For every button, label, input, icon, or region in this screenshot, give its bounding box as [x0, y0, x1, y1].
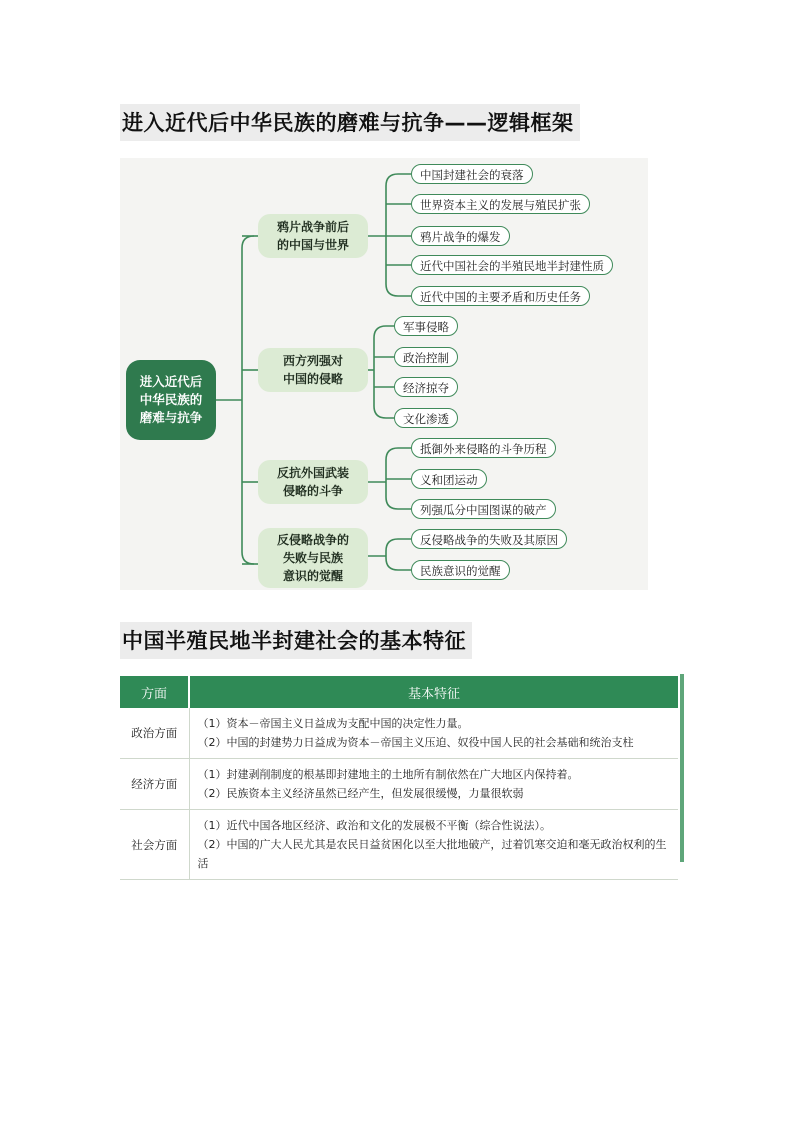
leaf-partition-failure: 列强瓜分中国图谋的破产	[411, 499, 556, 519]
header-features: 基本特征	[189, 676, 678, 708]
leaf-semi-colonial-nature: 近代中国社会的半殖民地半封建性质	[411, 255, 613, 275]
leaf-boxer-movement: 义和团运动	[411, 469, 487, 489]
leaf-feudal-decline: 中国封建社会的衰落	[411, 164, 533, 184]
mind-map	[120, 158, 648, 590]
leaf-national-awakening: 民族意识的觉醒	[411, 560, 510, 580]
leaf-war-failure-reasons: 反侵略战争的失败及其原因	[411, 529, 567, 549]
connector-trunk	[242, 236, 254, 564]
cell-features	[189, 708, 678, 759]
characteristics-table	[120, 676, 678, 880]
leaf-military: 军事侵略	[394, 316, 458, 336]
feature-line: （2）民族资本主义经济虽然已经产生，但发展很缓慢，力量很软弱	[197, 787, 524, 800]
cell-features	[189, 810, 678, 880]
leaf-resistance-history: 抵御外来侵略的斗争历程	[411, 438, 556, 458]
cell-aspect: 经济方面	[120, 759, 189, 810]
leaf-main-contradiction: 近代中国的主要矛盾和历史任务	[411, 286, 590, 306]
table-row-economic	[120, 759, 678, 810]
cell-aspect: 政治方面	[120, 708, 189, 759]
leaf-political: 政治控制	[394, 347, 458, 367]
table-row-political	[120, 708, 678, 759]
branch-resistance: 反抗外国武装 侵略的斗争	[258, 460, 368, 504]
leaf-cultural: 文化渗透	[394, 408, 458, 428]
mind-map-root: 进入近代后 中华民族的 磨难与抗争	[126, 360, 216, 440]
cell-aspect: 社会方面	[120, 810, 189, 880]
cell-features	[189, 759, 678, 810]
branch-opium-war: 鸦片战争前后 的中国与世界	[258, 214, 368, 258]
feature-line: （2）中国的封建势力日益成为资本－帝国主义压迫、奴役中国人民的社会基础和统治支柱	[197, 736, 634, 749]
leaf-economic: 经济掠夺	[394, 377, 458, 397]
section-title-characteristics: 中国半殖民地半封建社会的基本特征	[120, 622, 472, 659]
section-title-framework: 进入近代后中华民族的磨难与抗争——逻辑框架	[120, 104, 580, 141]
table-row-social	[120, 810, 678, 880]
feature-line: （1）近代中国各地区经济、政治和文化的发展极不平衡（综合性说法）。	[197, 819, 551, 832]
leaf-capitalism-expansion: 世界资本主义的发展与殖民扩张	[411, 194, 590, 214]
branch-western-aggression: 西方列强对 中国的侵略	[258, 348, 368, 392]
feature-line: （1）封建剥削制度的根基即封建地主的土地所有制依然在广大地区内保持着。	[197, 768, 579, 781]
leaf-opium-war-outbreak: 鸦片战争的爆发	[411, 226, 510, 246]
feature-line: （1）资本－帝国主义日益成为支配中国的决定性力量。	[197, 717, 469, 730]
feature-line: （2）中国的广大人民尤其是农民日益贫困化以至大批地破产，过着饥寒交迫和毫无政治权利的生活	[197, 838, 667, 870]
table-header-row	[120, 676, 678, 708]
branch-failure-awakening: 反侵略战争的 失败与民族 意识的觉醒	[258, 528, 368, 588]
header-aspect: 方面	[120, 676, 189, 708]
